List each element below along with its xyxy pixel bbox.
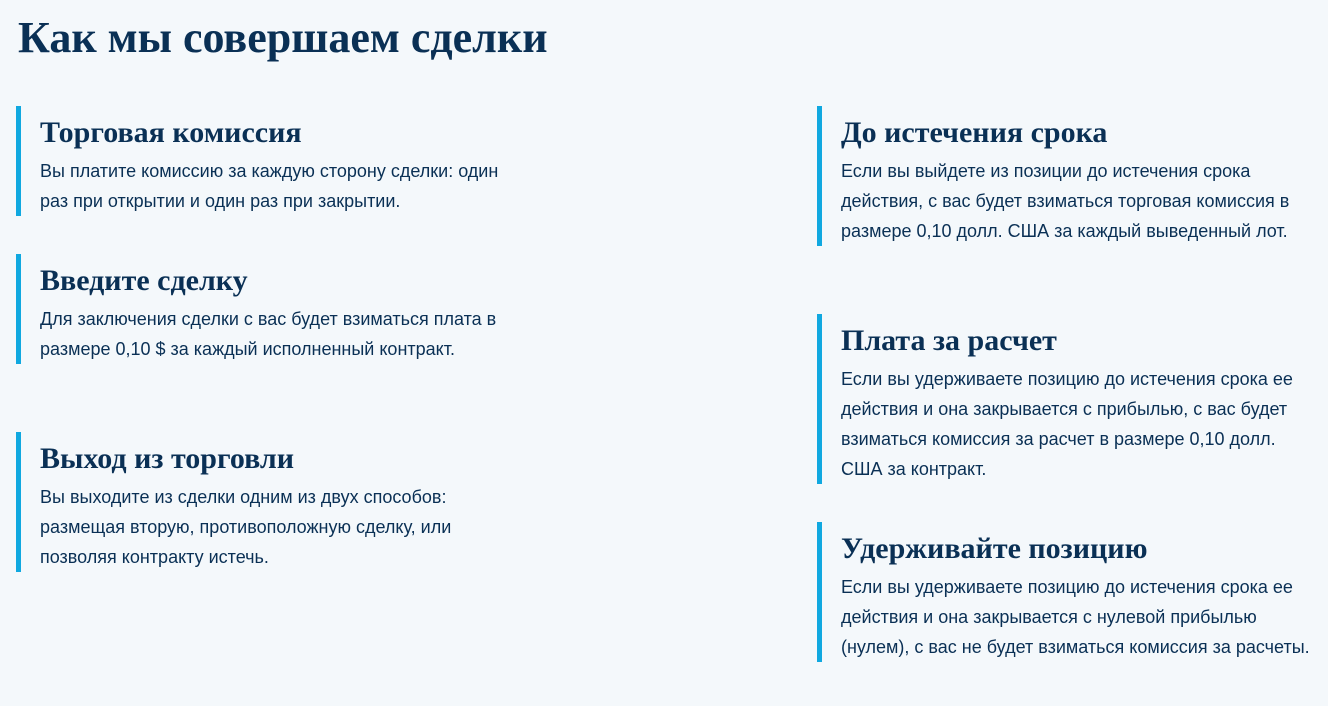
- card-title: Выход из торговли: [40, 442, 295, 475]
- card-title: До истечения срока: [841, 116, 1108, 149]
- card-title: Введите сделку: [40, 264, 248, 297]
- info-card-enter-trade: [16, 254, 516, 364]
- info-card-trading-commission: [16, 106, 516, 216]
- card-text: Если вы удерживаете позицию до истечения срока ее действия и она закрывается с прибылью, с вас будет взиматься комиссия за расчет в размере 0,10 долл. США за контракт.: [841, 369, 1293, 479]
- info-card-hold-position: [817, 522, 1322, 662]
- card-title: Удерживайте позицию: [841, 532, 1148, 565]
- info-card-exit-trade: [16, 432, 516, 572]
- card-text: Вы выходите из сделки одним из двух способов: размещая вторую, противоположную сделку, или позволяя контракту истечь.: [40, 487, 452, 567]
- page-title: Как мы совершаем сделки: [18, 13, 548, 62]
- card-text: Если вы выйдете из позиции до истечения срока действия, с вас будет взиматься торговая комиссия в размере 0,10 долл. США за каждый выведенный лот.: [841, 161, 1290, 241]
- card-text: Если вы удерживаете позицию до истечения срока ее действия и она закрывается с нулевой прибылью (нулем), с вас не будет взиматься комиссия за расчеты.: [841, 577, 1310, 657]
- info-card-before-expiry: [817, 106, 1322, 246]
- info-card-settlement-fee: [817, 314, 1322, 484]
- card-text: Для заключения сделки с вас будет взиматься плата в размере 0,10 $ за каждый исполненный контракт.: [40, 309, 497, 359]
- card-title: Торговая комиссия: [40, 116, 302, 149]
- card-title: Плата за расчет: [841, 324, 1057, 357]
- card-text: Вы платите комиссию за каждую сторону сделки: один раз при открытии и один раз при закрытии.: [40, 161, 499, 211]
